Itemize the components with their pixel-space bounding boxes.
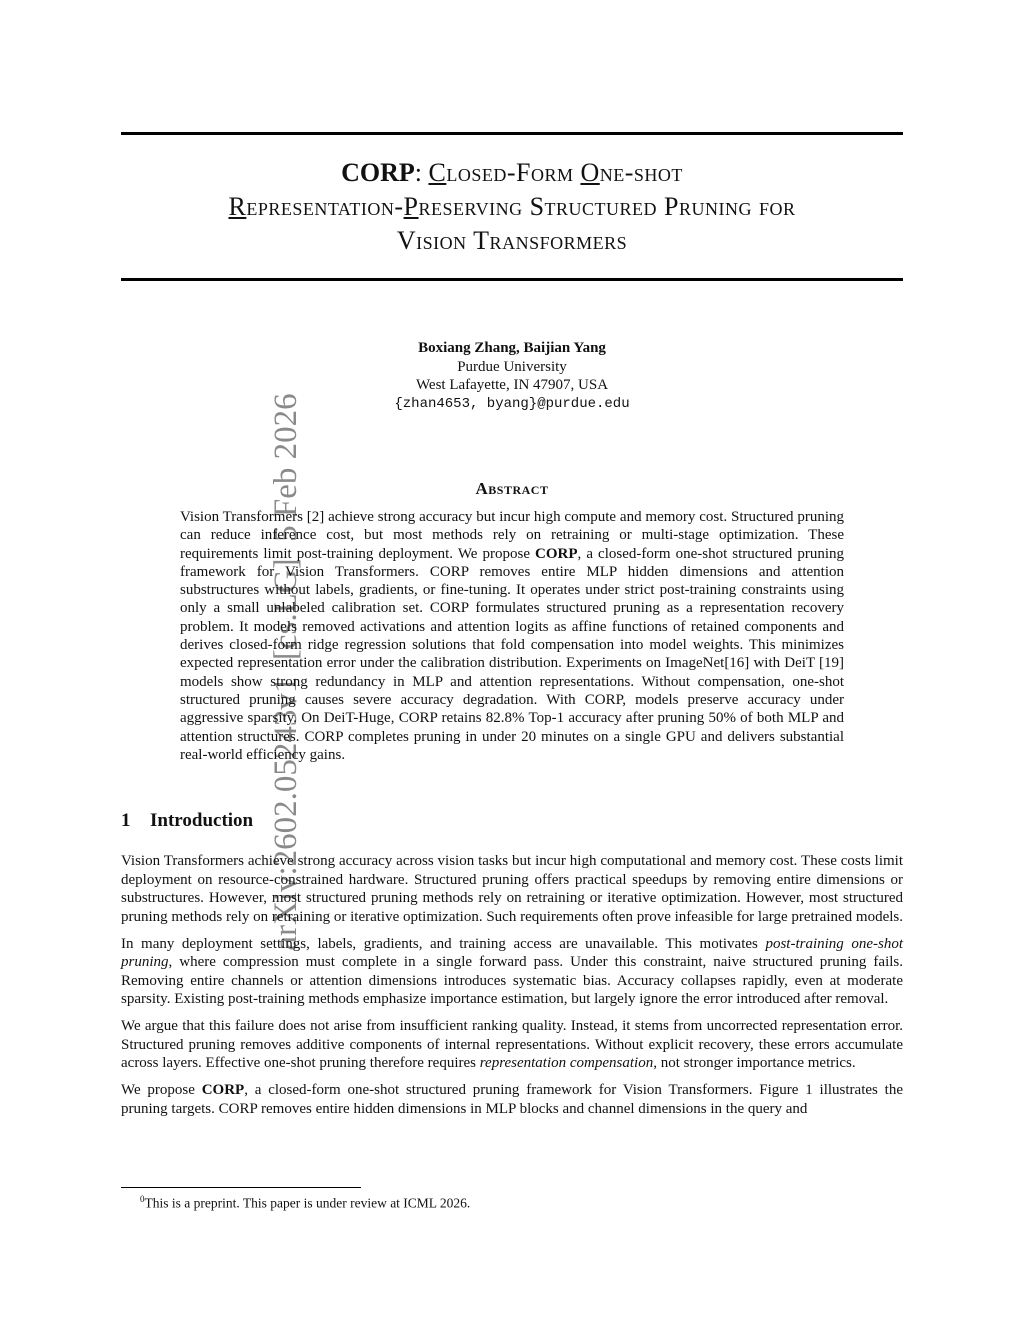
author-address: West Lafayette, IN 47907, USA	[415, 377, 609, 393]
arxiv-identifier: arXiv:2602.05243v1 [cs.LG] 5 Feb 2026	[268, 393, 304, 951]
paragraph-1: Vision Transformers achieve strong accuracy across vision tasks but incur high computational and memory cost. These costs limit deployment on resource-constrained hardware. Structured pruning offers practical speedups by removing entire dimensions or substructures. However, most structured pruning methods rely on retraining or iterative optimization. However, most structured pruning methods rely on retraining or iterative optimization. Such requirements often prove infeasible for large pretrained models.	[121, 853, 903, 925]
title-line-2: Representation-Preserving Structured Pruning for	[228, 192, 796, 221]
footnote-text: This is a preprint. This paper is under review at ICML 2026.	[144, 1195, 471, 1211]
abstract-text: Vision Transformers [2] achieve strong accuracy but incur high compute and memory cost. Structured pruning can reduce inference cost, but most methods rely on retraining or multi-stage optimization. These requirements limit post-training deployment. We propose CORP, a closed-form one-shot structured pruning framework for Vision Transformers. CORP removes entire MLP hidden dimensions and attention substructures without labels, gradients, or fine-tuning. It operates under strict post-training constraints using only a small unlabeled calibration set. CORP formulates structured pruning as a representation recovery problem. It models removed activations and attention logits as affine functions of retained components and derives closed-form ridge regression solutions that fold compensation into model weights. This minimizes expected representation error under the calibration distribution. Experiments on ImageNet[16] with DeiT [19] models show strong redundancy in MLP and attention representations. Without compensation, one-shot structured pruning causes severe accuracy degradation. With CORP, models preserve accuracy under aggressive sparsity. On DeiT-Huge, CORP retains 82.8% Top-1 accuracy after pruning 50% of both MLP and attention structures. CORP completes pruning in under 20 minutes on a single GPU and delivers substantial real-world efficiency gains.	[180, 509, 844, 763]
title-line-3: Vision Transformers	[396, 226, 628, 255]
author-names: Boxiang Zhang, Baijian Yang	[418, 340, 606, 356]
author-affiliation: Purdue University	[457, 358, 567, 375]
title-bottom-rule	[121, 278, 903, 281]
paragraph-4: We propose CORP, a closed-form one-shot structured pruning framework for Vision Transformers. Figure 1 illustrates the pruning targets. CORP removes entire hidden dimensions in MLP blocks and channel dimensions in the query and	[121, 1082, 903, 1117]
author-email: {zhan4653, byang}@purdue.edu	[394, 395, 630, 412]
paper-title	[121, 156, 903, 258]
abstract-heading: Abstract	[475, 479, 549, 498]
title-line-1: CORP: Closed-Form One-shot	[341, 158, 683, 187]
footnote-rule	[121, 1187, 361, 1188]
section-title: Introduction	[150, 810, 254, 831]
footnote-mark: 0	[140, 1194, 145, 1204]
paragraph-2: In many deployment settings, labels, gradients, and training access are unavailable. This motivates post-training one-shot pruning, where compression must complete in a single forward pass. Under this constraint, naive structured pruning fails. Removing entire channels or attention dimensions introduces systematic bias. Accuracy collapses rapidly, even at moderate sparsity. Existing post-training methods emphasize importance estimation, but largely ignore the error introduced after removal.	[121, 935, 903, 1007]
footnote	[140, 1191, 470, 1212]
paragraph-3: We argue that this failure does not arise from insufficient ranking quality. Instead, it stems from uncorrected representation error. Structured pruning removes additive components of internal representations. Without explicit recovery, these errors accumulate across layers. Effective one-shot pruning therefore requires representation compensation, not stronger importance metrics.	[121, 1018, 903, 1071]
author-block	[121, 339, 903, 413]
section-heading-introduction	[121, 810, 253, 832]
title-top-rule	[121, 132, 903, 135]
section-number: 1	[121, 810, 131, 831]
introduction-body	[121, 852, 903, 1127]
